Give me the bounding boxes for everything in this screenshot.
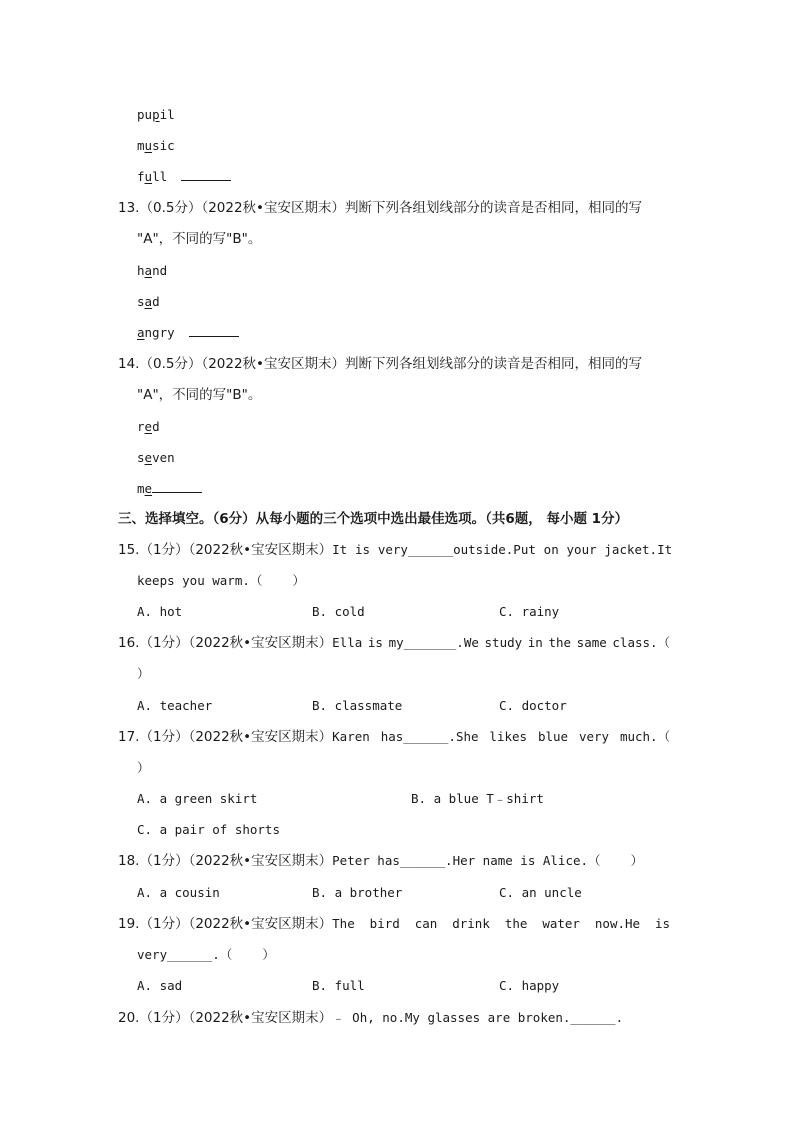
- question-18: 18.（1分）（2022秋•宝安区期末）Peter has______.Her name is Alice.（ ）: [118, 853, 644, 869]
- question-17: 17. （1分）（2022秋•宝安区期末） Karen has______.She likes blue very much.（: [118, 729, 671, 745]
- answer-blank: [189, 324, 239, 337]
- option-a: A. hot: [137, 604, 183, 619]
- word-angry: angry: [137, 324, 239, 342]
- option-a: A. a cousin: [137, 885, 220, 900]
- answer-blank: [152, 480, 202, 493]
- question-17-cont: ）: [137, 760, 150, 775]
- word-hand: hand: [137, 263, 168, 278]
- option-c: C. rainy: [499, 604, 560, 619]
- question-16-cont: ）: [137, 666, 150, 681]
- option-b: B. full: [312, 978, 365, 993]
- option-b: B. cold: [312, 604, 365, 619]
- section-3-title: 三、选择填空。（6分）从每小题的三个选项中选出最佳选项。（共6题， 每小题 1分）: [118, 511, 629, 527]
- word-sad: sad: [137, 294, 160, 309]
- option-b: B. a blue T﹣shirt: [411, 791, 544, 806]
- word-red: red: [137, 419, 160, 434]
- question-14-header-cont: "A"，不同的写"B"。: [137, 387, 262, 403]
- option-c: C. happy: [499, 978, 560, 993]
- question-14-header: 14.（0.5分）（2022秋•宝安区期末）判断下列各组划线部分的读音是否相同，相同的写: [118, 356, 643, 372]
- word-pupil: pupil: [137, 107, 175, 122]
- option-b: B. classmate: [312, 698, 403, 713]
- word-seven: seven: [137, 450, 175, 465]
- option-c: C. an uncle: [499, 885, 582, 900]
- word-full: full: [137, 168, 231, 186]
- question-16: 16. （1分）（2022秋•宝安区期末） Ella is my_______.We study in the same class.（: [118, 635, 671, 651]
- question-19-cont: very______.（ ）: [137, 947, 275, 962]
- question-19: 19. （1分）（2022秋•宝安区期末） The bird can drink the water now.He is: [118, 916, 671, 932]
- word-me: me: [137, 480, 202, 498]
- option-a: A. teacher: [137, 698, 213, 713]
- option-b: B. a brother: [312, 885, 403, 900]
- option-c: C. a pair of shorts: [137, 822, 280, 837]
- word-music: music: [137, 138, 175, 153]
- question-20: 20.（1分）（2022秋•宝安区期末）﹣ Oh, no.My glasses are broken.______.: [118, 1010, 624, 1026]
- question-13-header-cont: "A"，不同的写"B"。: [137, 231, 262, 247]
- question-13-header: 13.（0.5分）（2022秋•宝安区期末）判断下列各组划线部分的读音是否相同，相同的写: [118, 200, 643, 216]
- answer-blank: [181, 168, 231, 181]
- option-c: C. doctor: [499, 698, 567, 713]
- question-15: 15. （1分）（2022秋•宝安区期末） It is very______outside.Put on your jacket.It: [118, 542, 673, 558]
- option-a: A. sad: [137, 978, 183, 993]
- option-a: A. a green skirt: [137, 791, 258, 806]
- question-15-cont: keeps you warm.（ ）: [137, 573, 305, 588]
